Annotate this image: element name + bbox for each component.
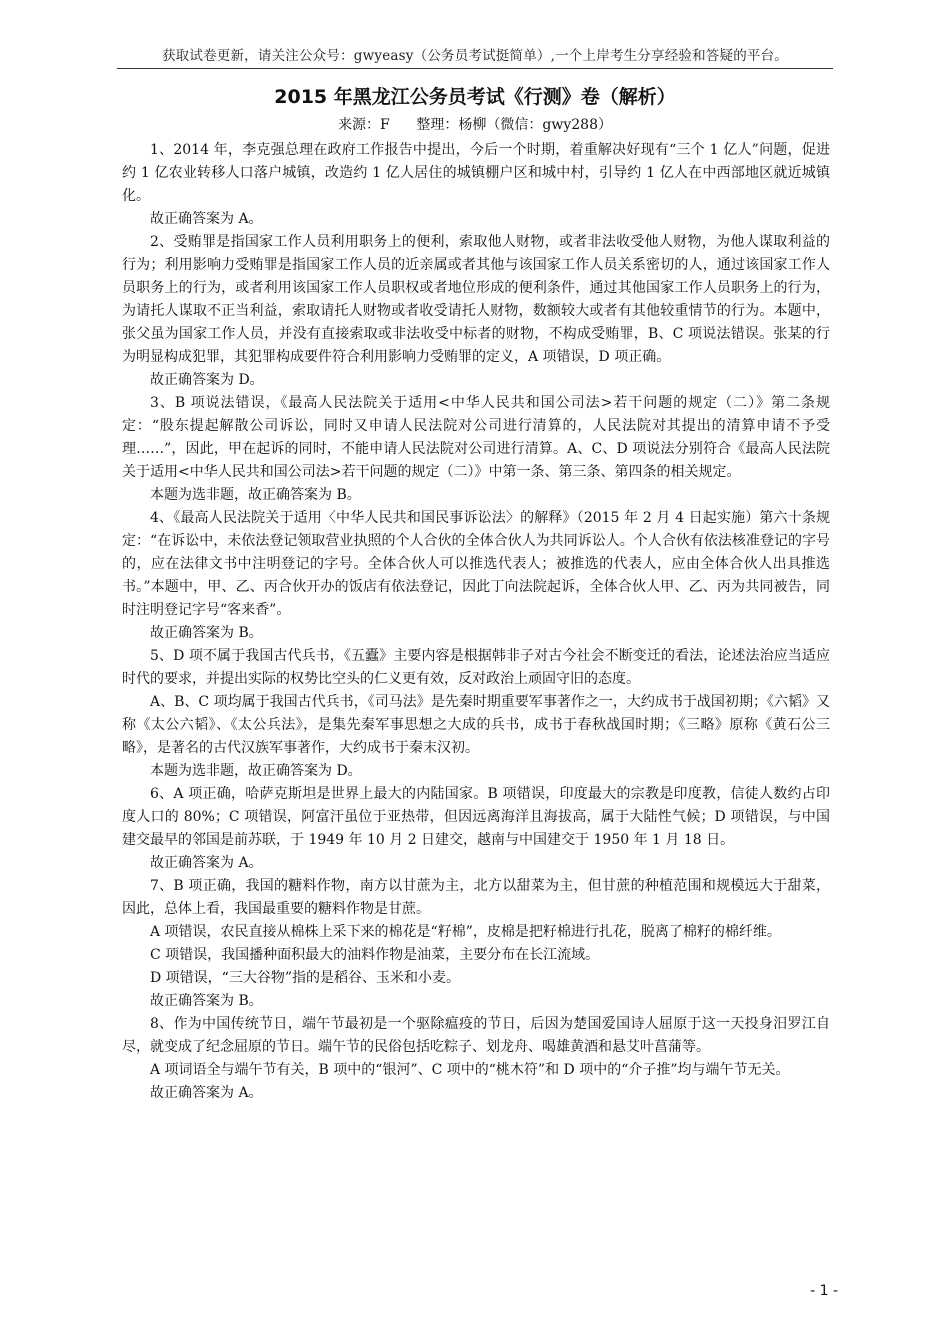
- document-body: [122, 139, 830, 1105]
- paragraph: 6、A 项正确，哈萨克斯坦是世界上最大的内陆国家。B 项错误，印度最大的宗教是印度教，信徒人数约占印度人口的 80%；C 项错误，阿富汗虽位于亚热带，但因远离海洋且海拔高，属于大陆性气候；D 项错误，与中国建交最早的邻国是前苏联，于 1949 年 10 月 2 日建交，越南与中国建交于 1950 年 1 月 18 日。: [122, 786, 830, 848]
- paragraph: A 项错误，农民直接从棉株上采下来的棉花是“籽棉”，皮棉是把籽棉进行扎花，脱离了棉籽的棉纤维。: [150, 924, 781, 940]
- paragraph: 3、B 项说法错误，《最高人民法院关于适用<中华人民共和国公司法>若干问题的规定（二）》第二条规定：“股东提起解散公司诉讼，同时又申请人民法院对公司进行清算的，人民法院对其提出的清算申请不予受理……”，因此，甲在起诉的同时，不能申请人民法院对公司进行清算。A、C、D 项说法分别符合《最高人民法院关于适用<中华人民共和国公司法>若干问题的规定（二）》中第一条、第三条、第四条的相关规定。: [122, 395, 830, 480]
- paragraph: D 项错误，“三大谷物”指的是稻谷、玉米和小麦。: [150, 970, 460, 986]
- paragraph: 故正确答案为 A。: [150, 1085, 263, 1101]
- paragraph: 故正确答案为 A。: [150, 855, 263, 871]
- paragraph: A 项词语全与端午节有关，B 项中的“银河”、C 项中的“桃木符”和 D 项中的“介子推”均与端午节无关。: [150, 1062, 790, 1078]
- paragraph: 5、D 项不属于我国古代兵书，《五蠹》主要内容是根据韩非子对古今社会不断变迁的看法，论述法治应当适应时代的要求，并提出实际的权势比空头的仁义更有效，反对政治上顽固守旧的态度。: [122, 648, 830, 687]
- document-source: 来源：F 整理：杨柳（微信：gwy288）: [338, 117, 612, 133]
- paragraph: 2、受贿罪是指国家工作人员利用职务上的便利，索取他人财物，或者非法收受他人财物，为他人谋取利益的行为；利用影响力受贿罪是指国家工作人员的近亲属或者其他与该国家工作人员关系密切的人，通过该国家工作人员职务上的行为，或者利用该国家工作人员职权或者地位形成的便利条件，通过其他国家工作人员职务上的行为，为请托人谋取不正当利益，索取请托人财物或者收受请托人财物，数额较大或者有其他较重情节的行为。本题中，张父虽为国家工作人员，并没有直接索取或非法收受中标者的财物，不构成受贿罪，B、C 项说法错误。张某的行为明显构成犯罪，其犯罪构成要件符合利用影响力受贿罪的定义，A 项错误，D 项正确。: [122, 234, 830, 365]
- paragraph: 7、B 项正确，我国的糖料作物，南方以甘蔗为主，北方以甜菜为主，但甘蔗的种植范围和规模远大于甜菜，因此，总体上看，我国最重要的糖料作物是甘蔗。: [122, 878, 830, 917]
- paragraph: 故正确答案为 B。: [150, 993, 263, 1009]
- paragraph: 故正确答案为 B。: [150, 625, 263, 641]
- paragraph: 4、《最高人民法院关于适用〈中华人民共和国民事诉讼法〉的解释》（2015 年 2 月 4 日起实施）第六十条规定：“在诉讼中，未依法登记领取营业执照的个人合伙的全体合伙人为共同诉讼人。个人合伙有依法核准登记的字号的，应在法律文书中注明登记的字号。全体合伙人可以推选代表人；被推选的代表人，应由全体合伙人出具推选书。”本题中，甲、乙、丙合伙开办的饭店有依法登记，因此丁向法院起诉，全体合伙人甲、乙、丙为共同被告，同时注明登记字号“客来香”。: [122, 510, 830, 618]
- paragraph: 本题为选非题，故正确答案为 D。: [150, 763, 362, 779]
- paragraph: C 项错误，我国播种面积最大的油料作物是油菜，主要分布在长江流域。: [150, 947, 600, 963]
- paragraph: 8、作为中国传统节日，端午节最初是一个驱除瘟疫的节日，后因为楚国爱国诗人屈原于这一天投身汨罗江自尽，就变成了纪念屈原的节日。端午节的民俗包括吃粽子、划龙舟、喝雄黄酒和悬艾叶菖蒲等。: [122, 1016, 830, 1055]
- header-divider: [117, 68, 833, 69]
- paragraph: 故正确答案为 A。: [150, 211, 263, 227]
- paragraph: 故正确答案为 D。: [150, 372, 264, 388]
- page-header-notice: 获取试卷更新，请关注公众号：gwyeasy（公务员考试挺简单）,一个上岸考生分享经验和答疑的平台。: [161, 48, 788, 64]
- paragraph: 本题为选非题，故正确答案为 B。: [150, 487, 361, 503]
- page-number: - 1 -: [810, 1283, 838, 1299]
- paragraph: A、B、C 项均属于我国古代兵书，《司马法》是先秦时期重要军事著作之一，大约成书于战国初期；《六韬》又称《太公六韬》、《太公兵法》，是集先秦军事思想之大成的兵书，成书于春秋战国时期；《三略》原称《黄石公三略》，是著名的古代汉族军事著作，大约成书于秦末汉初。: [122, 694, 830, 756]
- paragraph: 1、2014 年，李克强总理在政府工作报告中提出，今后一个时期，着重解决好现有“三个 1 亿人”问题，促进约 1 亿农业转移人口落户城镇，改造约 1 亿人居住的城镇棚户区和城中村，引导约 1 亿人在中西部地区就近城镇化。: [122, 142, 830, 204]
- document-title: 2015 年黑龙江公务员考试《行测》卷（解析）: [274, 86, 676, 108]
